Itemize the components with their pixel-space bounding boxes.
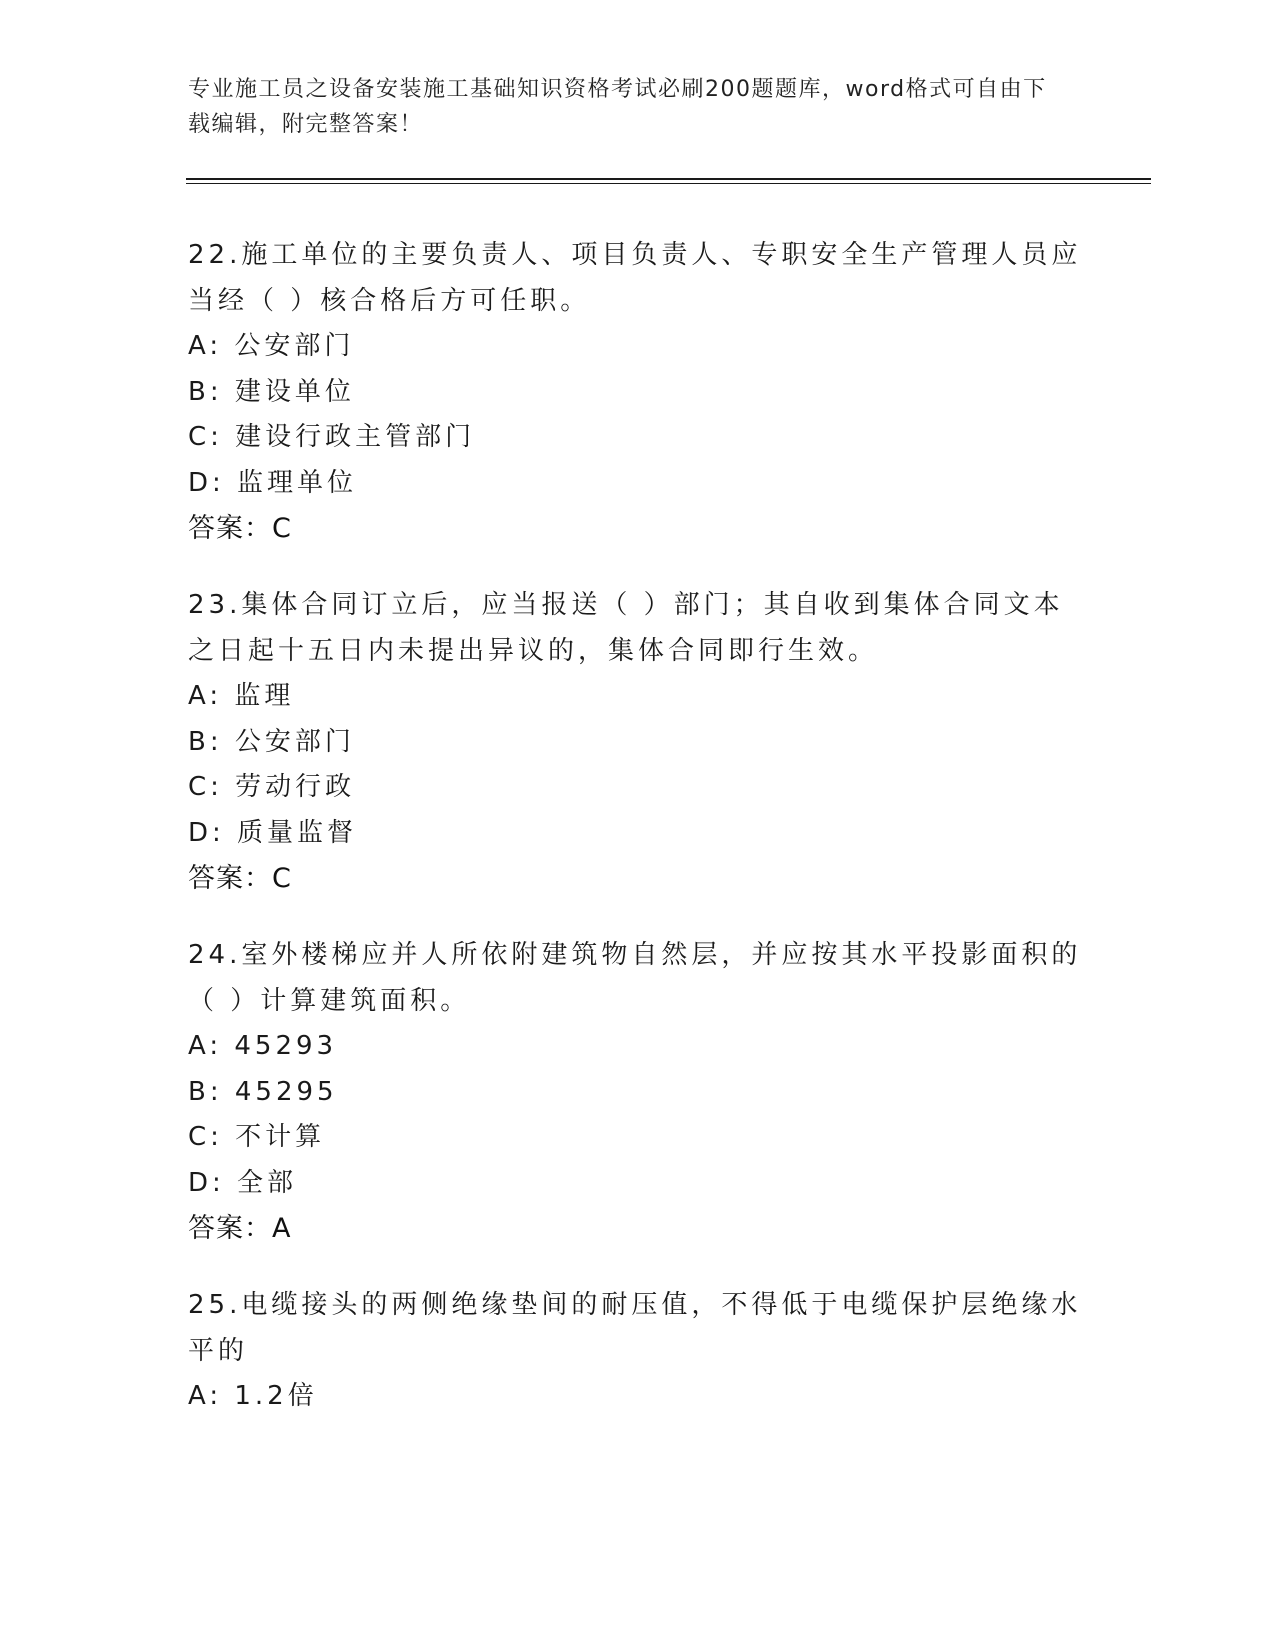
- answer: 答案：C: [188, 513, 292, 544]
- answer: 答案：A: [188, 1213, 292, 1244]
- answer: 答案：C: [188, 863, 292, 894]
- option-c: C: 劳动行政: [188, 772, 356, 802]
- question-stem: 25.电缆接头的两侧绝缘垫间的耐压值，不得低于电缆保护层绝缘水平的: [188, 1290, 1082, 1366]
- question-stem: 22.施工单位的主要负责人、项目负责人、专职安全生产管理人员应当经（ ）核合格后方可任职。: [188, 240, 1082, 316]
- option-d: D: 全部: [188, 1167, 298, 1198]
- option-b: B: 45295: [188, 1076, 338, 1107]
- option-a: A: 公安部门: [188, 331, 355, 361]
- question-list: [188, 232, 1088, 1450]
- question-stem: 23.集体合同订立后，应当报送（ ）部门；其自收到集体合同文本之日起十五日内未提出异议的，集体合同即行生效。: [188, 590, 1064, 666]
- option-b: B: 公安部门: [188, 726, 355, 757]
- question-24: [188, 932, 1088, 1252]
- document-header: 专业施工员之设备安装施工基础知识资格考试必刷200题题库，word格式可自由下载编辑，附完整答案！: [188, 77, 1047, 137]
- option-d: D: 质量监督: [188, 817, 358, 848]
- header-divider: [186, 178, 1151, 180]
- question-23: [188, 582, 1088, 902]
- option-b: B: 建设单位: [188, 376, 355, 407]
- question-22: [188, 232, 1088, 552]
- option-a: A: 监理: [188, 681, 295, 711]
- option-a: A: 1.2倍: [188, 1381, 318, 1411]
- option-a: A: 45293: [188, 1031, 338, 1061]
- header-divider-thin: [186, 183, 1151, 184]
- question-25: [188, 1282, 1088, 1420]
- question-stem: 24.室外楼梯应并人所依附建筑物自然层，并应按其水平投影面积的（ ）计算建筑面积。: [188, 940, 1082, 1016]
- option-d: D: 监理单位: [188, 467, 358, 498]
- option-c: C: 不计算: [188, 1122, 326, 1152]
- option-c: C: 建设行政主管部门: [188, 422, 476, 452]
